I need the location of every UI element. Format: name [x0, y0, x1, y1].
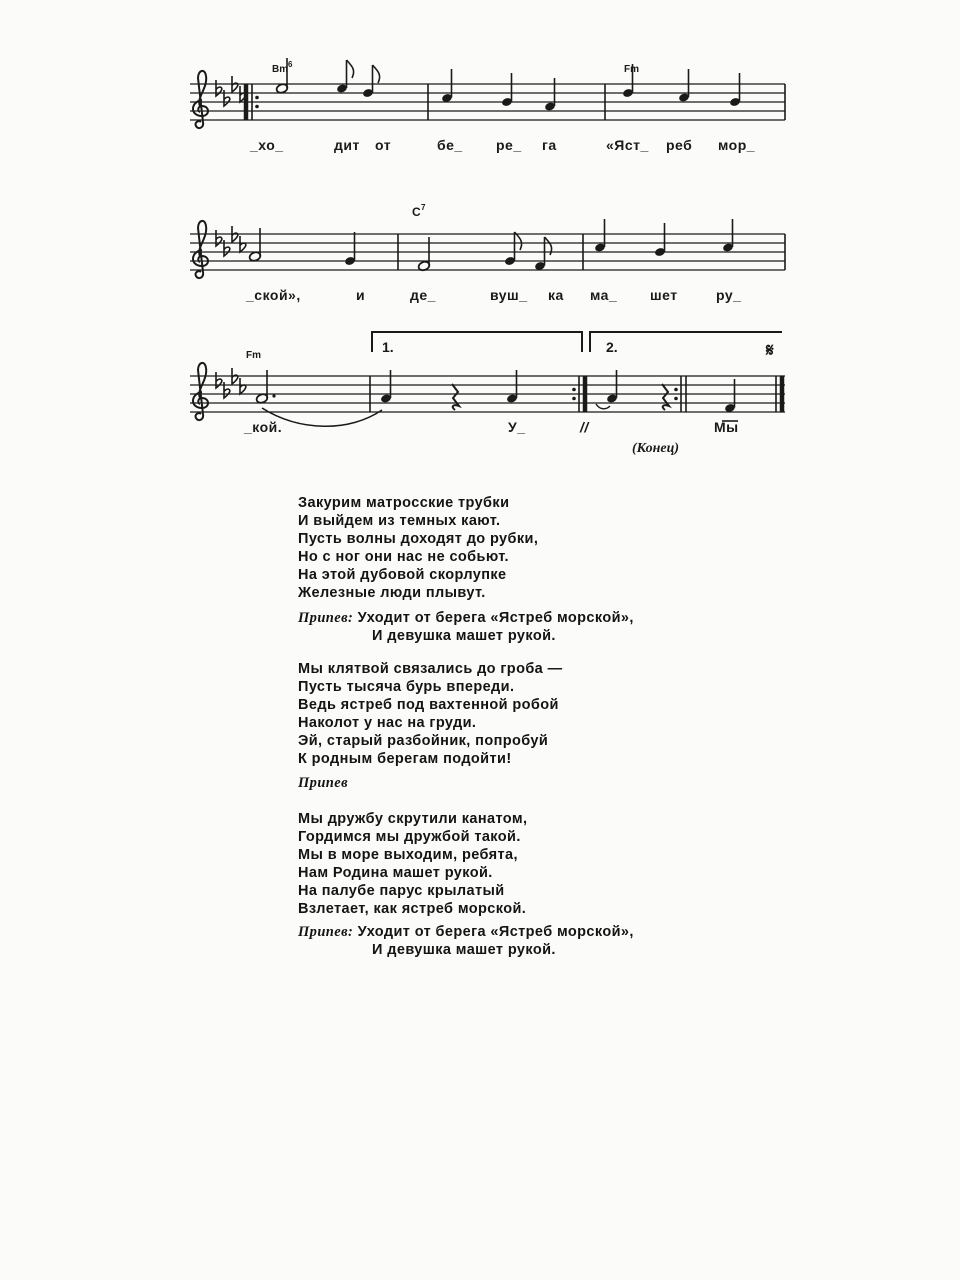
lyric-syllable: «Яст_ — [606, 137, 649, 153]
verse-line: К родным берегам подойти! — [298, 751, 512, 767]
lyric-syllable: ма_ — [590, 287, 618, 303]
staff-system-2 — [190, 203, 785, 303]
note — [729, 73, 741, 107]
verse-line: На палубе парус крылатый — [298, 883, 505, 899]
lyric-syllable: мор_ — [718, 137, 756, 153]
verse-line: Взлетает, как ястреб морской. — [298, 901, 527, 917]
verse-line: На этой дубовой скорлупке — [298, 567, 507, 583]
lyric-syllable: бе_ — [437, 137, 463, 153]
end-mark: (Конец) — [632, 441, 680, 456]
verse-line: Ведь ястреб под вахтенной робой — [298, 697, 559, 713]
verse-line: Закурим матросские трубки — [298, 495, 510, 511]
lyric-syllable: шет — [650, 287, 678, 303]
note — [534, 237, 552, 271]
note — [417, 237, 430, 272]
refrain-line: И девушка машет рукой. — [372, 942, 556, 958]
lyric-syllable: де_ — [410, 287, 436, 303]
chord-label: Fm — [246, 350, 261, 361]
note — [506, 370, 518, 404]
lyric-syllable: ка — [548, 287, 564, 303]
verse-line: Нам Родина машет рукой. — [298, 865, 493, 881]
chord-label: Bm — [272, 64, 289, 75]
note — [336, 60, 354, 94]
lyric-syllable: ре_ — [496, 137, 522, 153]
refrain-line: Уходит от берега «Ястреб морской», — [357, 924, 634, 940]
note — [654, 223, 666, 257]
refrain-1 — [298, 609, 634, 645]
refrain-line: И девушка машет рукой. — [372, 628, 556, 644]
refrain-label: Припев: — [298, 610, 354, 626]
sheet-music — [0, 0, 960, 480]
chord-label: Fm — [624, 64, 639, 75]
verse-2 — [298, 660, 562, 768]
lyric-syllable: _хо_ — [250, 137, 284, 153]
lyric-syllable: от — [375, 137, 392, 153]
verse-line: Наколот у нас на груди. — [298, 715, 477, 731]
verse-line: Эй, старый разбойник, попробуй — [298, 733, 549, 749]
refrain-label: Припев — [298, 775, 348, 791]
note — [678, 69, 690, 103]
verse-line: Мы дружбу скрутили канатом, — [298, 811, 528, 827]
repeat-dot — [255, 96, 259, 100]
staff-system-3 — [190, 332, 785, 456]
lyric-syllable: вуш_ — [490, 287, 528, 303]
lyric-syllable: _кой. — [244, 419, 283, 435]
lyric-syllable: _ской», — [246, 287, 301, 303]
verse-line: И выйдем из темных кают. — [298, 513, 501, 529]
chord-superscript: 7 — [421, 203, 426, 212]
lyric-syllable: // — [580, 419, 589, 435]
segno-icon: 𝄋 — [766, 340, 774, 361]
refrain-3 — [298, 923, 634, 959]
lyric-syllable: Мы — [714, 419, 739, 435]
repeat-dot — [674, 397, 678, 401]
verse-line: Пусть тысяча бурь впереди. — [298, 679, 515, 695]
verse-line: Железные люди плывут. — [298, 585, 486, 601]
note — [380, 370, 392, 404]
verse-line: Но с ног они нас не собьют. — [298, 549, 509, 565]
volta-number-1: 1. — [382, 339, 394, 355]
lyric-syllable: У_ — [508, 419, 526, 435]
lyric-syllable: и — [356, 287, 366, 303]
verse-line: Мы в море выходим, ребята, — [298, 847, 518, 863]
verse-1 — [298, 494, 538, 602]
note — [722, 219, 734, 253]
volta-bracket-2 — [590, 332, 782, 352]
lyric-syllable: ру_ — [716, 287, 742, 303]
note — [344, 232, 356, 266]
repeat-dot — [674, 388, 678, 392]
lyric-syllable: дит — [334, 137, 360, 153]
note — [594, 219, 606, 253]
note — [255, 370, 275, 404]
volta-bracket-1 — [372, 332, 582, 352]
refrain-2 — [298, 774, 348, 792]
verse-3 — [298, 810, 527, 918]
tie — [596, 404, 610, 409]
chord-superscript: 6 — [288, 60, 293, 69]
verse-line: Мы клятвой связались до гроба — — [298, 661, 563, 677]
repeat-dot — [572, 397, 576, 401]
refrain-line: Уходит от берега «Ястреб морской», — [357, 610, 634, 626]
volta-number-2: 2. — [606, 339, 618, 355]
note — [501, 73, 513, 107]
quarter-rest-icon — [662, 384, 669, 410]
note — [441, 69, 453, 103]
note — [544, 78, 556, 112]
verse-line: Гордимся мы дружбой такой. — [298, 829, 521, 845]
verse-line: Пусть волны доходят до рубки, — [298, 531, 539, 547]
quarter-rest-icon — [452, 384, 459, 410]
note — [606, 370, 618, 404]
note — [248, 228, 261, 262]
chord-label: C — [412, 205, 421, 219]
refrain-label: Припев: — [298, 924, 354, 940]
repeat-dot — [255, 105, 259, 109]
staff-system-1 — [190, 58, 785, 153]
repeat-dot — [572, 388, 576, 392]
lyric-syllable: га — [542, 137, 557, 153]
lyric-syllable: реб — [666, 137, 693, 153]
